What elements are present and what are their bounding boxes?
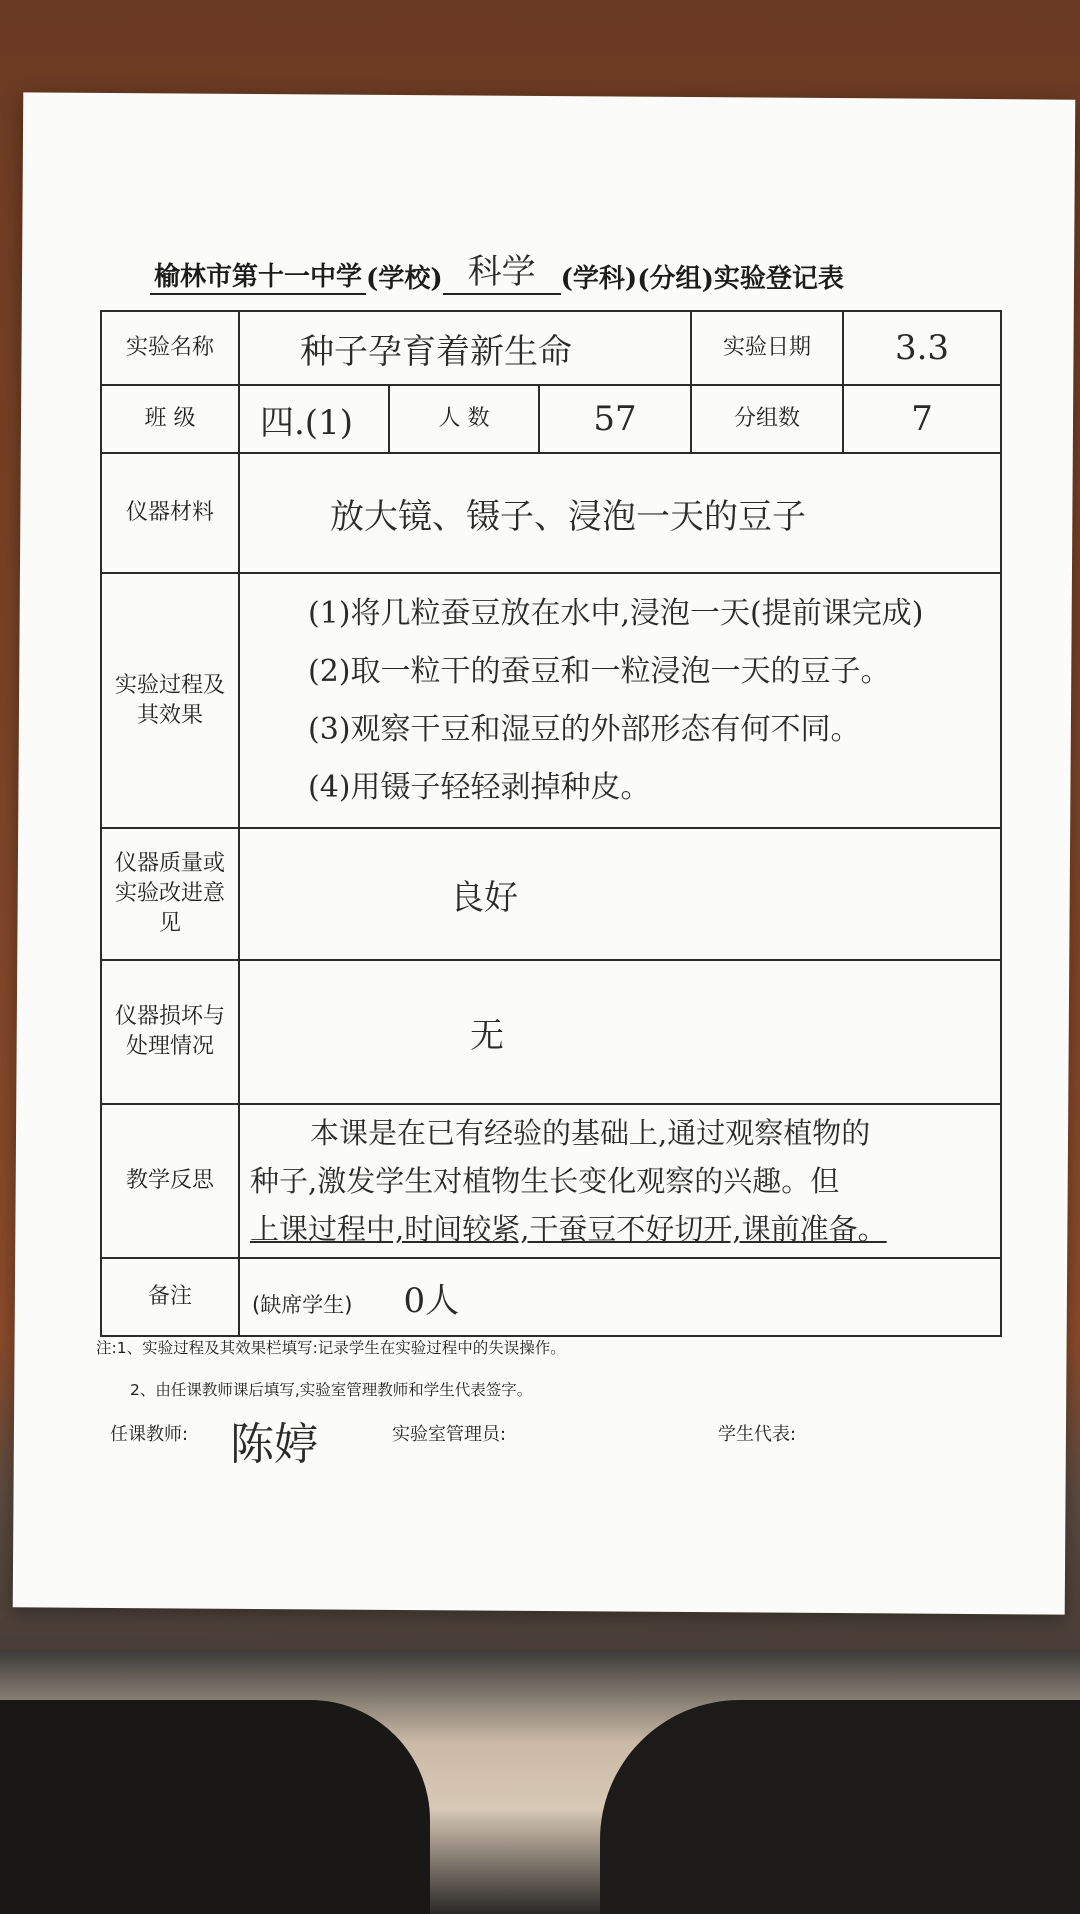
process-step: (3)观察干豆和湿豆的外部形态有何不同。	[308, 711, 861, 747]
form-title: 榆林市第十一中学 (学校) 科学 (学科) ( 分组 ) 实验登记表	[150, 255, 970, 295]
student-rep-label: 学生代表:	[718, 1424, 797, 1445]
table-row	[101, 573, 1001, 828]
absent-value: 0人	[403, 1280, 460, 1321]
group-text: 分组	[649, 264, 702, 294]
school-name: 榆林市第十一中学	[150, 256, 366, 295]
materials-value: 放大镜、镊子、浸泡一天的豆子	[239, 453, 1001, 573]
group-count-value: 7	[843, 385, 1001, 453]
reflection-line: 上课过程中,时间较紧,干蚕豆不好切开,课前准备。	[250, 1212, 887, 1246]
experiment-date-label: 实验日期	[691, 311, 843, 385]
absent-label: (缺席学生)	[252, 1292, 353, 1317]
quality-label-line: 见	[158, 911, 181, 936]
damage-label	[101, 960, 239, 1104]
process-step: (4)用镊子轻轻剥掉种皮。	[308, 769, 651, 805]
process-label-line: 其效果	[136, 702, 203, 728]
footnote-1: 注:1、实验过程及其效果栏填写:记录学生在实验过程中的失误操作。	[96, 1339, 566, 1357]
student-count-label: 人 数	[389, 385, 539, 453]
experiment-name-label: 实验名称	[101, 311, 239, 385]
reflection-text	[239, 1104, 1001, 1258]
damage-label-line: 仪器损坏与	[114, 1004, 225, 1029]
table-row	[101, 385, 1001, 453]
table-row	[101, 311, 1001, 385]
reflection-line: 种子,激发学生对植物生长变化观察的兴趣。但	[250, 1164, 840, 1198]
damage-label-line: 处理情况	[125, 1034, 214, 1059]
process-steps	[239, 573, 1001, 828]
table-row	[101, 1104, 1001, 1258]
lab-manager-label: 实验室管理员:	[392, 1424, 507, 1445]
registration-table	[100, 310, 1002, 1337]
group-count-label: 分组数	[691, 385, 843, 453]
process-step: (2)取一粒干的蚕豆和一粒浸泡一天的豆子。	[308, 653, 891, 689]
quality-label	[101, 828, 239, 960]
damage-value: 无	[239, 960, 1001, 1104]
footnote-2: 2、由任课教师课后填写,实验室管理教师和学生代表签字。	[130, 1381, 533, 1399]
subject-suffix: (学科)	[560, 264, 638, 294]
form-name: 实验登记表	[713, 264, 844, 294]
shadow-right	[600, 1700, 1080, 1914]
teacher-label: 任课教师:	[110, 1424, 189, 1445]
table-row	[101, 960, 1001, 1104]
process-label-line: 实验过程及	[114, 672, 225, 698]
subject-value: 科学	[443, 244, 561, 295]
shadow-left	[0, 1700, 430, 1914]
remarks-label: 备注	[101, 1258, 239, 1336]
table-row	[101, 1258, 1001, 1336]
teacher-signature: 陈婷	[230, 1419, 318, 1470]
experiment-date-value: 3.3	[843, 311, 1001, 385]
class-value: 四.(1)	[239, 385, 389, 453]
table-row	[101, 453, 1001, 573]
process-label	[101, 573, 239, 828]
remarks-value	[239, 1258, 1001, 1336]
reflection-label: 教学反思	[101, 1104, 239, 1258]
materials-label: 仪器材料	[101, 453, 239, 573]
table-row	[101, 828, 1001, 960]
reflection-line: 本课是在已有经验的基础上,通过观察植物的	[310, 1116, 871, 1150]
process-step: (1)将几粒蚕豆放在水中,浸泡一天(提前课完成)	[308, 595, 924, 631]
quality-value: 良好	[239, 828, 1001, 960]
quality-label-line: 仪器质量或	[114, 851, 225, 876]
student-count-value: 57	[539, 385, 691, 453]
school-suffix: (学校)	[366, 264, 443, 294]
class-label: 班 级	[101, 385, 239, 453]
quality-label-line: 实验改进意	[114, 881, 225, 906]
experiment-name-value: 种子孕育着新生命	[239, 311, 691, 385]
